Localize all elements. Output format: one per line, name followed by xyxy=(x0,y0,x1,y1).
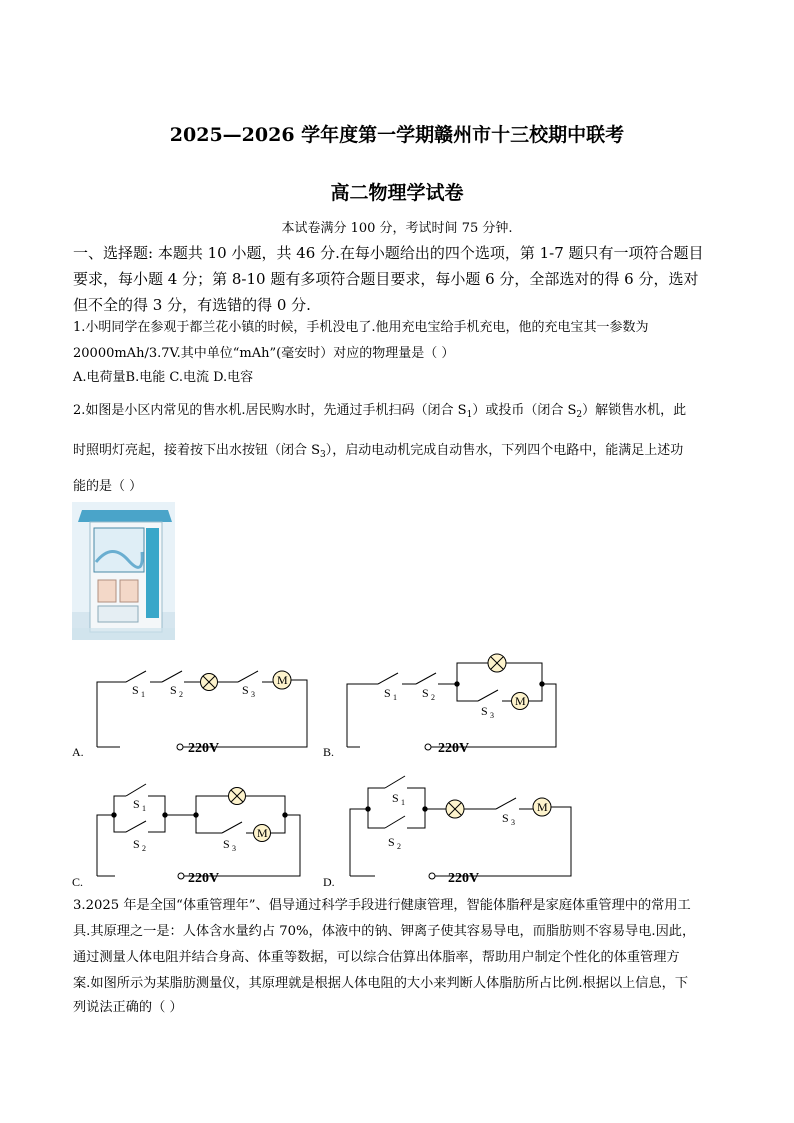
q2-line1 xyxy=(73,398,723,428)
q2-line1-c: ）解锁售水机，此 xyxy=(582,403,687,418)
switch-label: S xyxy=(133,837,140,851)
switch-sub: 2 xyxy=(179,690,183,699)
circuit-a xyxy=(70,662,320,762)
q3-line1: 3.2025 年是全国“体重管理年”、倡导通过科学手段进行健康管理，智能体脂秤是家庭体重管理中的常用工 xyxy=(73,898,691,913)
motor-label: M xyxy=(257,826,268,840)
switch-sub: 3 xyxy=(232,844,236,853)
exam-subtitle: 高二物理学试卷 xyxy=(330,182,464,204)
voltage-label: 220V xyxy=(448,871,480,886)
switch-sub: 3 xyxy=(511,818,515,827)
q1-line1: 1.小明同学在参观于都兰花小镇的时候，手机没电了.他用充电宝给手机充电，他的充电宝其一参数为 xyxy=(73,320,649,335)
q3-line5: 列说法正确的（ ） xyxy=(73,1000,183,1015)
q2-line1-b: ）或投币（闭合 S xyxy=(472,403,577,418)
switch-sub: 3 xyxy=(490,711,494,720)
option-c-label: C. xyxy=(72,875,84,889)
option-b-label: B. xyxy=(323,745,335,759)
switch-label: S xyxy=(242,683,249,697)
motor-label: M xyxy=(537,800,548,814)
option-a-label: A. xyxy=(72,745,84,759)
switch-sub: 3 xyxy=(251,690,255,699)
q3-line3: 通过测量人体电阻并结合身高、体重等数据，可以综合估算出体脂率，帮助用户制定个性化的体重管理方 xyxy=(73,950,680,965)
section-instructions-line2: 要求，每小题 4 分；第 8-10 题有多项符合题目要求，每小题 6 分，全部选对的得 6 分，选对 xyxy=(73,270,699,288)
section-instructions-line3: 但不全的得 3 分，有选错的得 0 分. xyxy=(73,296,311,314)
switch-sub: 2 xyxy=(431,693,435,702)
q2-sub-3: 3 xyxy=(320,450,326,460)
switch-sub: 1 xyxy=(393,693,397,702)
q2-line2-a: 时照明灯亮起，接着按下出水按钮（闭合 S xyxy=(73,443,321,458)
motor-label: M xyxy=(515,694,526,708)
circuit-b xyxy=(320,652,570,764)
q2-line2-b: ），启动电动机完成自动售水，下列四个电路中，能满足上述功 xyxy=(325,443,684,458)
switch-sub: 2 xyxy=(142,844,146,853)
switch-label: S xyxy=(223,837,230,851)
q2-line1-a: 2.如图是小区内常见的售水机.居民购水时，先通过手机扫码（闭合 S xyxy=(73,403,467,418)
switch-label: S xyxy=(502,811,509,825)
switch-label: S xyxy=(392,791,399,805)
q3-line4: 案.如图所示为某脂肪测量仪，其原理就是根据人体电阻的大小来判断人体脂肪所占比例.根据以上信息，下 xyxy=(73,976,689,991)
option-d-label: D. xyxy=(323,875,335,889)
q1-line2: 20000mAh/3.7V.其中单位“mAh”(毫安时）对应的物理量是（ ） xyxy=(73,346,455,361)
switch-label: S xyxy=(132,683,139,697)
switch-sub: 1 xyxy=(141,690,145,699)
voltage-label: 220V xyxy=(188,871,220,886)
q2-line3: 能的是（ ） xyxy=(73,479,143,494)
voltage-label: 220V xyxy=(188,741,220,756)
switch-label: S xyxy=(170,683,177,697)
q2-line2 xyxy=(73,438,723,468)
switch-sub: 1 xyxy=(401,798,405,807)
q1-options: A.电荷量B.电能 C.电流 D.电容 xyxy=(73,370,254,385)
exam-info: 本试卷满分 100 分，考试时间 75 分钟. xyxy=(281,221,513,236)
switch-label: S xyxy=(384,686,391,700)
exam-title: 2025—2026 学年度第一学期赣州市十三校期中联考 xyxy=(169,124,625,146)
section-instructions-line1: 一、选择题: 本题共 10 小题，共 46 分.在每小题给出的四个选项，第 1-7 题只有一项符合题目 xyxy=(73,244,704,262)
switch-label: S xyxy=(133,797,140,811)
circuit-c xyxy=(70,778,320,892)
switch-label: S xyxy=(388,835,395,849)
switch-sub: 2 xyxy=(397,842,401,851)
switch-label: S xyxy=(422,686,429,700)
q2-sub-1: 1 xyxy=(466,410,473,420)
q2-sub-2: 2 xyxy=(576,410,583,420)
voltage-label: 220V xyxy=(438,741,470,756)
switch-sub: 1 xyxy=(142,804,146,813)
vending-machine-image xyxy=(72,502,175,640)
q3-line2: 具.其原理之一是：人体含水量约占 70%，体液中的钠、钾离子使其容易导电，而脂肪则不容易导电.因此， xyxy=(73,924,696,939)
circuit-d xyxy=(320,772,580,892)
motor-label: M xyxy=(277,673,288,687)
switch-label: S xyxy=(481,704,488,718)
